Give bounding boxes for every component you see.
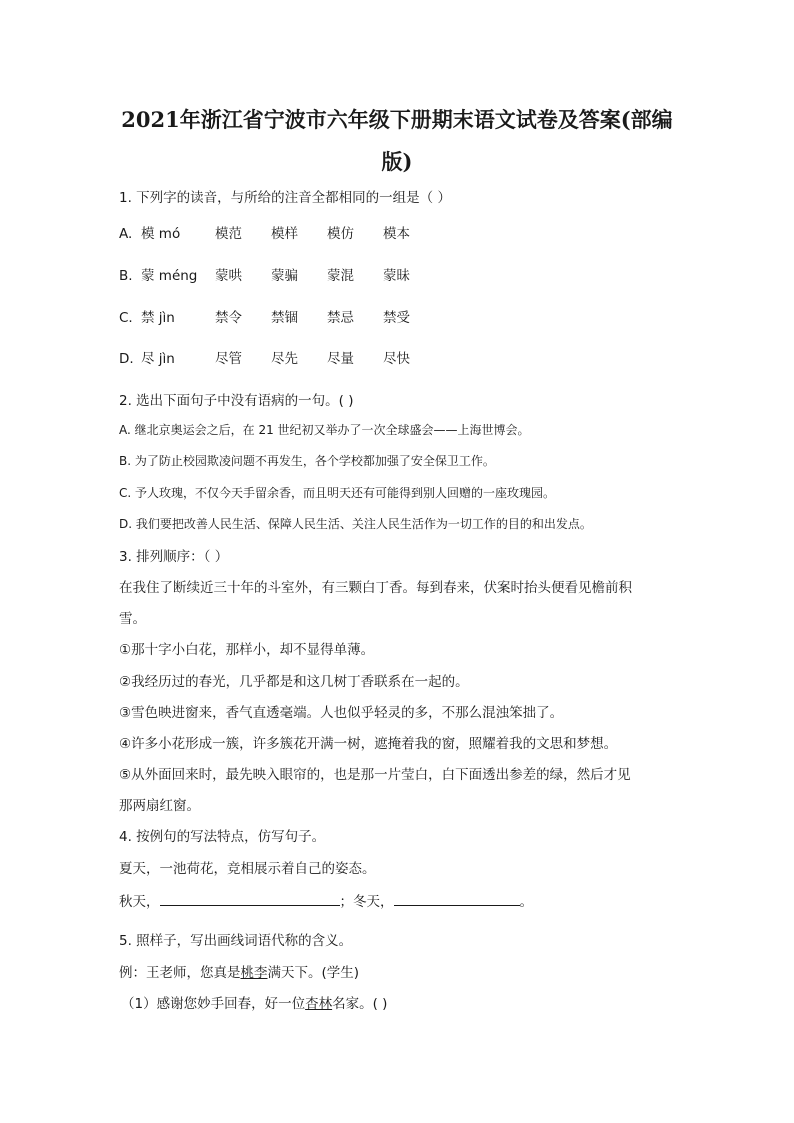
option-label: A.: [119, 226, 133, 242]
q4-end-mark: 。: [519, 894, 533, 910]
option-word: 模样: [271, 226, 298, 242]
q3-item-4: ④许多小花形成一簇，许多簇花开满一树，遮掩着我的窗，照耀着我的文思和梦想。: [119, 736, 618, 752]
q1-option-b: [119, 264, 439, 284]
page-title-line1: 2021年浙江省宁波市六年级下册期末语文试卷及答案(部编: [121, 107, 673, 132]
option-word: 尽先: [271, 351, 298, 367]
q3-stem: 3. 排列顺序：（ ）: [119, 549, 229, 565]
option-word: 尽快: [383, 351, 410, 367]
option-word: 蒙哄: [215, 268, 242, 284]
option-word: 禁锢: [271, 310, 298, 326]
option-word: 禁受: [383, 310, 410, 326]
q5-example: [119, 961, 359, 981]
q5-example-prefix: 例：王老师，您真是: [119, 965, 241, 981]
option-word: 蒙昧: [383, 268, 410, 284]
q5-sub1-underlined: 杏林: [305, 996, 333, 1012]
option-label: B.: [119, 268, 133, 284]
option-word: 模本: [383, 226, 410, 242]
option-word: 尽量: [327, 351, 354, 367]
q5-sub1: [121, 992, 387, 1012]
q2-option-b: B. 为了防止校园欺凌问题不再发生，各个学校都加强了安全保卫工作。: [119, 454, 495, 468]
q3-intro-line2: 雪。: [119, 611, 146, 627]
q3-item-5-line1: ⑤从外面回来时，最先映入眼帘的，也是那一片莹白，白下面透出参差的绿，然后才见: [119, 767, 631, 783]
q1-stem: 1. 下列字的读音，与所给的注音全都相同的一组是（ ）: [119, 190, 451, 206]
q3-item-2: ②我经历过的春光，几乎都是和这几树丁香联系在一起的。: [119, 674, 469, 690]
q3-intro-line1: 在我住了断续近三十年的斗室外，有三颗白丁香。每到春来，伏案时抬头便看见檐前积: [119, 580, 632, 596]
option-word: 蒙混: [327, 268, 354, 284]
q3-item-5-line2: 那两扇红窗。: [119, 798, 200, 814]
q2-option-a: A. 继北京奥运会之后，在 21 世纪初又举办了一次全球盛会——上海世博会。: [119, 423, 530, 437]
option-label: C.: [119, 310, 133, 326]
option-word: 禁忌: [327, 310, 354, 326]
q5-example-underlined: 桃李: [240, 965, 268, 981]
q4-example: 夏天，一池荷花，竞相展示着自己的姿态。: [119, 861, 376, 877]
option-key: 禁 jìn: [141, 310, 175, 326]
q5-example-suffix: 满天下。(学生): [267, 965, 360, 981]
q1-option-d: [119, 347, 439, 367]
q2-option-c: C. 予人玫瑰，不仅今天手留余香，而且明天还有可能得到别人回赠的一座玫瑰园。: [119, 486, 556, 500]
q2-option-d: D. 我们要把改善人民生活、保障人民生活、关注人民生活作为一切工作的目的和出发点。: [119, 517, 592, 531]
option-word: 蒙骗: [271, 268, 298, 284]
q5-stem: 5. 照样子，写出画线词语代称的含义。: [119, 933, 353, 949]
option-word: 模范: [215, 226, 242, 242]
q1-option-a: [119, 222, 439, 242]
option-key: 模 mó: [141, 226, 181, 242]
q2-stem: 2. 选出下面句子中没有语病的一句。( ): [119, 393, 354, 409]
option-label: D.: [119, 351, 134, 367]
q4-answer-line: [119, 890, 533, 910]
q1-option-c: [119, 306, 439, 326]
q4-autumn-label: 秋天，: [119, 894, 160, 910]
q4-winter-blank[interactable]: [394, 893, 520, 906]
option-word: 禁令: [215, 310, 242, 326]
page-title-line2: 版): [381, 149, 413, 174]
q4-stem: 4. 按例句的写法特点，仿写句子。: [119, 829, 326, 845]
q4-winter-label: ；冬天，: [339, 894, 394, 910]
q3-item-1: ①那十字小白花，那样小，却不显得单薄。: [119, 642, 375, 658]
q5-sub1-prefix: （1）感谢您妙手回春，好一位: [121, 996, 306, 1012]
option-key: 蒙 méng: [141, 268, 198, 284]
option-key: 尽 jìn: [141, 351, 175, 367]
option-word: 模仿: [327, 226, 354, 242]
q5-sub1-suffix: 名家。( ): [332, 996, 388, 1012]
q4-autumn-blank[interactable]: [160, 893, 340, 906]
option-word: 尽管: [215, 351, 242, 367]
q3-item-3: ③雪色映进窗来，香气直透毫端。人也似乎轻灵的多，不那么混浊笨拙了。: [119, 705, 564, 721]
